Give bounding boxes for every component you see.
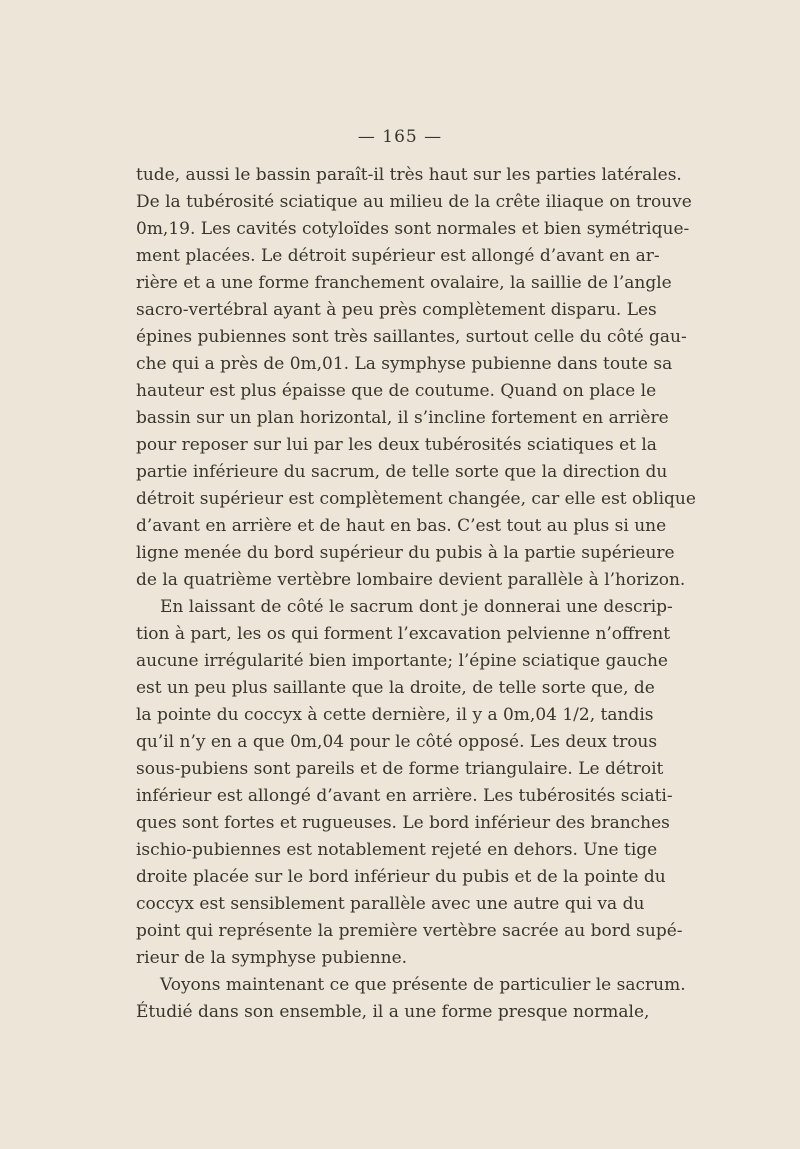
text-line: qu’il n’y en a que 0m,04 pour le côté opposé. Les deux trous <box>136 732 658 752</box>
text-line: épines pubiennes sont très saillantes, surtout celle du côté gau- <box>136 327 687 347</box>
text-line: partie inférieure du sacrum, de telle sorte que la direction du <box>136 462 668 482</box>
text-line: De la tubérosité sciatique au milieu de la crête iliaque on trouve <box>136 192 692 212</box>
text-line: aucune irrégularité bien importante; l’épine sciatique gauche <box>136 651 668 671</box>
text-line: ment placées. Le détroit supérieur est allongé d’avant en ar- <box>136 246 660 266</box>
text-line: est un peu plus saillante que la droite, de telle sorte que, de <box>136 678 655 698</box>
text-line: rieur de la symphyse pubienne. <box>136 948 408 968</box>
text-line: ischio-pubiennes est notablement rejeté en dehors. Une tige <box>136 840 658 860</box>
text-line: sous-pubiens sont pareils et de forme triangulaire. Le détroit <box>136 759 664 779</box>
text-line: 0m,19. Les cavités cotyloïdes sont normales et bien symétrique- <box>136 219 690 239</box>
text-line: droite placée sur le bord inférieur du pubis et de la pointe du <box>136 867 666 887</box>
body-text <box>136 162 696 1026</box>
text-line: bassin sur un plan horizontal, il s’incline fortement en arrière <box>136 408 669 428</box>
text-line: ques sont fortes et rugueuses. Le bord inférieur des branches <box>136 813 670 833</box>
text-line: détroit supérieur est complètement changée, car elle est oblique <box>136 489 696 509</box>
text-line: pour reposer sur lui par les deux tubérosités sciatiques et la <box>136 435 657 455</box>
text-line: inférieur est allongé d’avant en arrière. Les tubérosités sciati- <box>136 786 673 806</box>
text-line: sacro-vertébral ayant à peu près complètement disparu. Les <box>136 300 657 320</box>
text-line: che qui a près de 0m,01. La symphyse pubienne dans toute sa <box>136 354 673 374</box>
text-line: En laissant de côté le sacrum dont je donnerai une descrip- <box>160 597 673 617</box>
text-line: rière et a une forme franchement ovalaire, la saillie de l’angle <box>136 273 672 293</box>
text-line: hauteur est plus épaisse que de coutume. Quand on place le <box>136 381 657 401</box>
text-line: d’avant en arrière et de haut en bas. C’est tout au plus si une <box>136 516 667 536</box>
text-line: Étudié dans son ensemble, il a une forme presque normale, <box>136 1002 650 1022</box>
text-line: la pointe du coccyx à cette dernière, il y a 0m,04 1/2, tandis <box>136 705 654 725</box>
text-line: Voyons maintenant ce que présente de particulier le sacrum. <box>160 975 686 995</box>
text-line: tion à part, les os qui forment l’excavation pelvienne n’offrent <box>136 624 671 644</box>
text-line: coccyx est sensiblement parallèle avec une autre qui va du <box>136 894 645 914</box>
text-line: ligne menée du bord supérieur du pubis à la partie supérieure <box>136 543 675 563</box>
text-line: tude, aussi le bassin paraît-il très haut sur les parties latérales. <box>136 165 682 185</box>
text-line: point qui représente la première vertèbre sacrée au bord supé- <box>136 921 683 941</box>
text-line: de la quatrième vertèbre lombaire devient parallèle à l’horizon. <box>136 570 686 590</box>
page-number: — 165 — <box>357 127 443 147</box>
